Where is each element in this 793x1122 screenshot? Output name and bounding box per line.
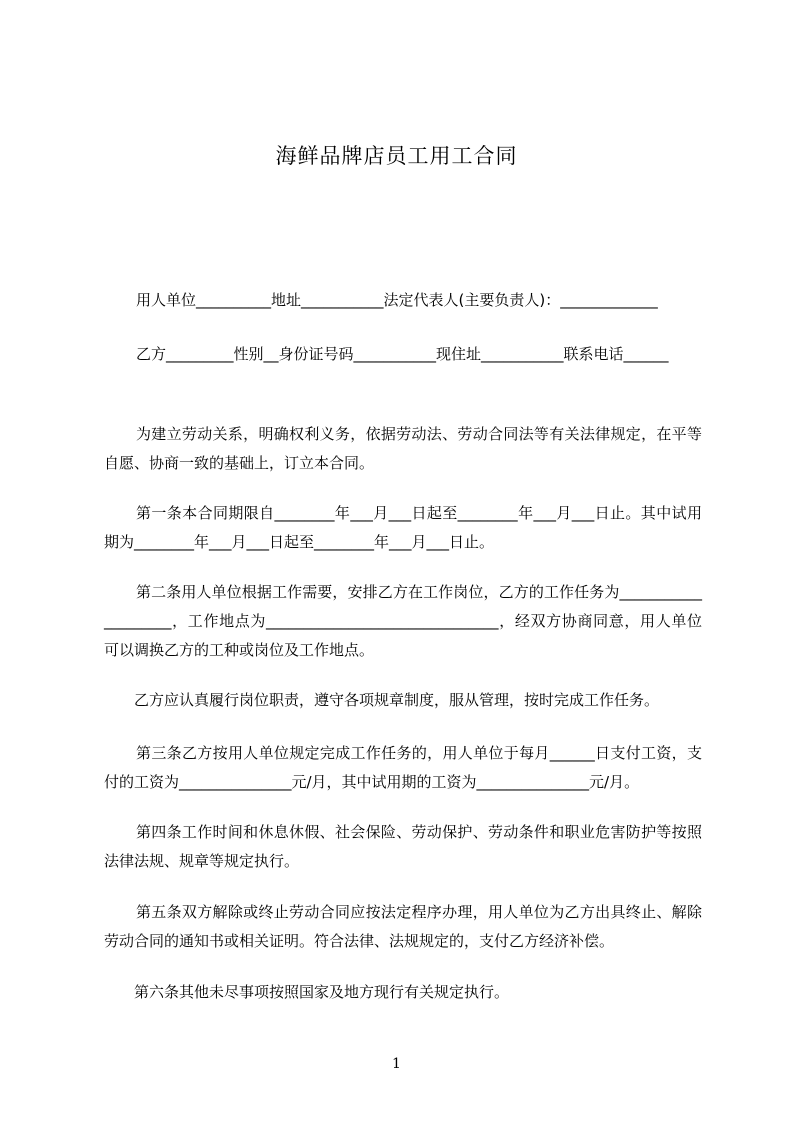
preamble-paragraph: 为建立劳动关系，明确权利义务，依据劳动法、劳动合同法等有关法律规定，在平等自愿、协商一致的基础上，订立本合同。 — [104, 425, 702, 472]
employer-info-line: 用人单位__________地址___________法定代表人(主要负责人)：_____________ — [136, 291, 658, 309]
article-3-wages: 第三条乙方按用人单位规定完成工作任务的，用人单位于每月______日支付工资，支付的工资为_______________元/月，其中试用期的工资为_______________元/月。 — [104, 744, 702, 791]
page-number: 1 — [392, 1056, 401, 1072]
article-6-other-matters: 第六条其他未尽事项按照国家及地方现行有关规定执行。 — [134, 983, 510, 1001]
article-1-term: 第一条本合同期限自________年___月___日起至________年___月___日止。其中试用期为________年___月___日起至________年___月___日止。 — [104, 504, 702, 551]
article-2-duties: 第二条用人单位根据工作需要，安排乙方在工作岗位，乙方的工作任务为____________________，工作地点为_______________________________，经双方协商同意，用人单位可以调换乙方的工种或岗位及工作地点。 — [104, 583, 702, 659]
employee-info-line: 乙方_________性别__身份证号码___________现住址___________联系电话______ — [136, 345, 669, 363]
article-5-termination: 第五条双方解除或终止劳动合同应按法定程序办理，用人单位为乙方出具终止、解除劳动合同的通知书或相关证明。符合法律、法规规定的，支付乙方经济补偿。 — [104, 903, 702, 950]
employee-obligation-paragraph: 乙方应认真履行岗位职责，遵守各项规章制度，服从管理，按时完成工作任务。 — [134, 691, 660, 709]
document-title: 海鲜品牌店员工用工合同 — [275, 144, 518, 168]
article-4-working-conditions: 第四条工作时间和休息休假、社会保险、劳动保护、劳动条件和职业危害防护等按照法律法规、规章等规定执行。 — [104, 823, 702, 870]
